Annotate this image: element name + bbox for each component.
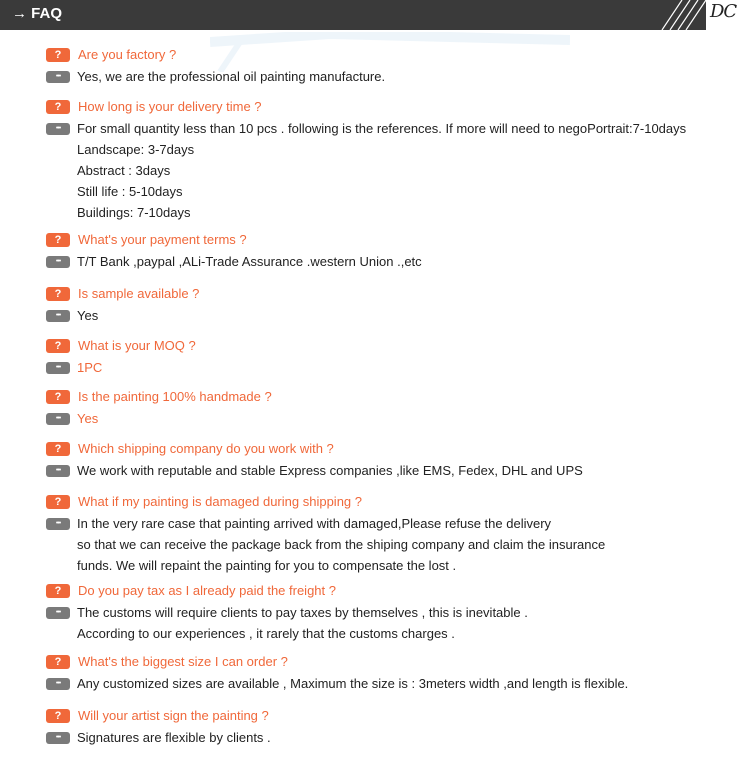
faq-header-bar [0,0,750,30]
question-mark-icon [46,100,70,114]
speech-bubble-icon [46,362,70,374]
question-mark-icon [46,584,70,598]
brand-logo-text: DC [710,1,737,22]
speech-bubble-icon [46,465,70,477]
faq-answer [77,253,422,274]
faq-question: How long is your delivery time ? [78,99,262,114]
question-mark-icon [46,442,70,456]
watermark-decoration [210,32,570,72]
faq-question: What if my painting is damaged during shipping ? [78,494,362,509]
speech-bubble-icon [46,310,70,322]
faq-answer-line: funds. We will repaint the painting for you to compensate the lost . [77,558,457,573]
faq-answer-line: According to our experiences , it rarely that the customs charges . [77,626,455,641]
faq-answer-line: For small quantity less than 10 pcs . following is the references. If more will need to negoPortrait:7-10days [77,121,687,136]
diagonal-stripes-decoration [648,0,708,30]
faq-answer-line: Abstract : 3days [77,163,171,178]
faq-question: What's the biggest size I can order ? [78,654,288,669]
question-mark-icon [46,48,70,62]
faq-answer-line: T/T Bank ,paypal ,ALi-Trade Assurance .western Union .,etc [77,254,422,269]
faq-answer-line: Any customized sizes are available , Maximum the size is : 3meters width ,and length is flexible. [77,676,629,691]
faq-answer-line: Buildings: 7-10days [77,205,191,220]
speech-bubble-icon [46,413,70,425]
faq-answer [77,307,98,328]
speech-bubble-icon [46,678,70,690]
speech-bubble-icon [46,732,70,744]
faq-answer-line: In the very rare case that painting arrived with damaged,Please refuse the delivery [77,516,552,531]
faq-answer-line: Yes, we are the professional oil painting manufacture. [77,69,386,84]
question-mark-icon [46,287,70,301]
speech-bubble-icon [46,256,70,268]
faq-question: Which shipping company do you work with ? [78,441,334,456]
faq-answer [77,675,628,696]
faq-answer-line: Landscape: 3-7days [77,142,195,157]
faq-answer-line: Yes [77,308,99,323]
faq-answer [77,729,271,750]
faq-question: What is your MOQ ? [78,338,196,353]
faq-answer-line: Still life : 5-10days [77,184,183,199]
faq-title: → FAQ [12,5,63,22]
question-mark-icon [46,709,70,723]
faq-question: Is sample available ? [78,286,200,301]
faq-answer [77,462,583,483]
faq-answer [77,604,528,646]
faq-answer-line: Yes [77,411,99,426]
question-mark-icon [46,233,70,247]
question-mark-icon [46,655,70,669]
faq-answer [77,68,385,89]
faq-answer-line: 1PC [77,360,103,375]
faq-question: What's your payment terms ? [78,232,247,247]
faq-answer-line: Signatures are flexible by clients . [77,730,271,745]
speech-bubble-icon [46,518,70,530]
faq-question: Do you pay tax as I already paid the freight ? [78,583,336,598]
faq-answer [77,515,605,578]
faq-answer [77,120,686,225]
speech-bubble-icon [46,607,70,619]
faq-question: Is the painting 100% handmade ? [78,389,272,404]
question-mark-icon [46,339,70,353]
brand-logo [706,0,750,30]
faq-question: Will your artist sign the painting ? [78,708,269,723]
faq-answer-line: The customs will require clients to pay taxes by themselves , this is inevitable . [77,605,528,620]
faq-question: Are you factory ? [78,47,177,62]
faq-answer [77,359,102,380]
speech-bubble-icon [46,71,70,83]
faq-answer-line: so that we can receive the package back from the shiping company and claim the insurance [77,537,606,552]
faq-answer-line: We work with reputable and stable Express companies ,like EMS, Fedex, DHL and UPS [77,463,583,478]
faq-answer [77,410,98,431]
speech-bubble-icon [46,123,70,135]
question-mark-icon [46,495,70,509]
question-mark-icon [46,390,70,404]
